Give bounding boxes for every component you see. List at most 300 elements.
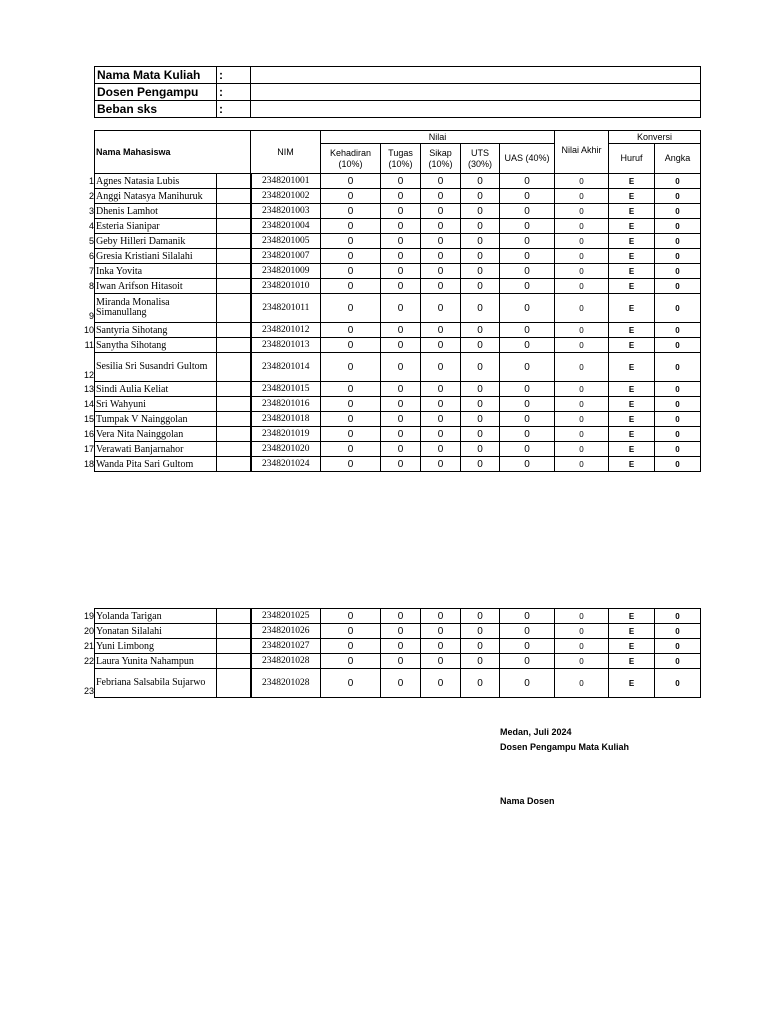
score-uas[interactable]: 0 bbox=[500, 323, 555, 338]
header-kehadiran: Kehadiran (10%) bbox=[321, 144, 381, 174]
score-tugas[interactable]: 0 bbox=[381, 234, 421, 249]
score-nilai-akhir: 0 bbox=[555, 204, 609, 219]
grade-angka: 0 bbox=[655, 219, 701, 234]
score-tugas[interactable]: 0 bbox=[381, 624, 421, 639]
score-kehadiran[interactable]: 0 bbox=[321, 338, 381, 353]
score-tugas[interactable]: 0 bbox=[381, 639, 421, 654]
header-nilai-akhir: Nilai Akhir bbox=[555, 131, 609, 174]
lecturer-value[interactable] bbox=[251, 84, 701, 101]
score-uas[interactable]: 0 bbox=[500, 442, 555, 457]
blank-cell[interactable] bbox=[217, 412, 251, 427]
score-tugas[interactable]: 0 bbox=[381, 249, 421, 264]
student-name: Tumpak V Nainggolan bbox=[95, 412, 217, 427]
row-number: 7 bbox=[88, 265, 94, 276]
score-uas[interactable]: 0 bbox=[500, 427, 555, 442]
student-name: Wanda Pita Sari Gultom bbox=[95, 457, 217, 472]
student-nim: 2348201007 bbox=[251, 249, 321, 264]
score-nilai-akhir: 0 bbox=[555, 174, 609, 189]
table-row bbox=[95, 249, 701, 264]
score-uts[interactable]: 0 bbox=[461, 279, 500, 294]
student-nim: 2348201015 bbox=[251, 382, 321, 397]
score-nilai-akhir: 0 bbox=[555, 624, 609, 639]
blank-cell[interactable] bbox=[217, 264, 251, 279]
score-sikap[interactable]: 0 bbox=[421, 353, 461, 382]
grade-huruf: E bbox=[609, 427, 655, 442]
student-nim: 2348201005 bbox=[251, 234, 321, 249]
score-uas[interactable]: 0 bbox=[500, 654, 555, 669]
grade-angka: 0 bbox=[655, 264, 701, 279]
score-uts[interactable]: 0 bbox=[461, 457, 500, 472]
grade-table-body bbox=[95, 174, 701, 472]
grade-huruf: E bbox=[609, 219, 655, 234]
score-sikap[interactable]: 0 bbox=[421, 338, 461, 353]
blank-cell[interactable] bbox=[217, 442, 251, 457]
score-uas[interactable]: 0 bbox=[500, 249, 555, 264]
score-sikap[interactable]: 0 bbox=[421, 639, 461, 654]
row-number: 1 bbox=[88, 175, 94, 186]
row-number: 22 bbox=[83, 655, 94, 666]
grade-table-continued bbox=[94, 608, 701, 698]
score-sikap[interactable]: 0 bbox=[421, 397, 461, 412]
score-sikap[interactable]: 0 bbox=[421, 234, 461, 249]
score-tugas[interactable]: 0 bbox=[381, 204, 421, 219]
score-nilai-akhir: 0 bbox=[555, 338, 609, 353]
score-sikap[interactable]: 0 bbox=[421, 382, 461, 397]
grade-angka: 0 bbox=[655, 624, 701, 639]
header-sikap: Sikap (10%) bbox=[421, 144, 461, 174]
score-kehadiran[interactable]: 0 bbox=[321, 189, 381, 204]
grade-huruf: E bbox=[609, 639, 655, 654]
student-nim: 2348201009 bbox=[251, 264, 321, 279]
grade-huruf: E bbox=[609, 204, 655, 219]
score-uas[interactable]: 0 bbox=[500, 382, 555, 397]
score-sikap[interactable]: 0 bbox=[421, 204, 461, 219]
grade-huruf: E bbox=[609, 249, 655, 264]
score-sikap[interactable]: 0 bbox=[421, 174, 461, 189]
student-name: Dhenis Lamhot bbox=[95, 204, 217, 219]
row-number: 10 bbox=[83, 324, 94, 335]
table-row bbox=[95, 264, 701, 279]
table-row bbox=[95, 204, 701, 219]
grade-angka: 0 bbox=[655, 639, 701, 654]
student-nim: 2348201002 bbox=[251, 189, 321, 204]
score-uas[interactable]: 0 bbox=[500, 397, 555, 412]
score-uts[interactable]: 0 bbox=[461, 442, 500, 457]
row-number: 15 bbox=[83, 413, 94, 424]
score-kehadiran[interactable]: 0 bbox=[321, 669, 381, 698]
score-sikap[interactable]: 0 bbox=[421, 189, 461, 204]
score-uts[interactable]: 0 bbox=[461, 639, 500, 654]
score-kehadiran[interactable]: 0 bbox=[321, 654, 381, 669]
score-uas[interactable]: 0 bbox=[500, 234, 555, 249]
score-kehadiran[interactable]: 0 bbox=[321, 639, 381, 654]
score-uas[interactable]: 0 bbox=[500, 279, 555, 294]
score-nilai-akhir: 0 bbox=[555, 353, 609, 382]
blank-cell[interactable] bbox=[217, 397, 251, 412]
score-tugas[interactable]: 0 bbox=[381, 189, 421, 204]
grade-huruf: E bbox=[609, 397, 655, 412]
grade-huruf: E bbox=[609, 442, 655, 457]
score-nilai-akhir: 0 bbox=[555, 654, 609, 669]
row-number: 20 bbox=[83, 625, 94, 636]
score-uts[interactable]: 0 bbox=[461, 654, 500, 669]
credits-value[interactable] bbox=[251, 101, 701, 118]
student-name: Miranda Monalisa Simanullang bbox=[95, 294, 217, 323]
table-row bbox=[95, 382, 701, 397]
student-name: Sesilia Sri Susandri Gultom bbox=[95, 353, 217, 382]
grade-angka: 0 bbox=[655, 412, 701, 427]
score-uas[interactable]: 0 bbox=[500, 669, 555, 698]
score-uts[interactable]: 0 bbox=[461, 323, 500, 338]
blank-cell[interactable] bbox=[217, 219, 251, 234]
table-row bbox=[95, 174, 701, 189]
score-uts[interactable]: 0 bbox=[461, 624, 500, 639]
score-kehadiran[interactable]: 0 bbox=[321, 624, 381, 639]
grade-angka: 0 bbox=[655, 204, 701, 219]
student-name: Agnes Natasia Lubis bbox=[95, 174, 217, 189]
table-row bbox=[95, 457, 701, 472]
score-kehadiran[interactable]: 0 bbox=[321, 219, 381, 234]
score-sikap[interactable]: 0 bbox=[421, 219, 461, 234]
course-name-value[interactable] bbox=[251, 67, 701, 84]
score-tugas[interactable]: 0 bbox=[381, 412, 421, 427]
grade-huruf: E bbox=[609, 669, 655, 698]
header-nim: NIM bbox=[251, 131, 321, 174]
table-row bbox=[95, 442, 701, 457]
score-uas[interactable]: 0 bbox=[500, 294, 555, 323]
score-uts[interactable]: 0 bbox=[461, 204, 500, 219]
score-uts[interactable]: 0 bbox=[461, 382, 500, 397]
score-tugas[interactable]: 0 bbox=[381, 294, 421, 323]
table-row bbox=[95, 624, 701, 639]
score-kehadiran[interactable]: 0 bbox=[321, 442, 381, 457]
header-angka: Angka bbox=[655, 144, 701, 174]
student-name: Yuni Limbong bbox=[95, 639, 217, 654]
score-kehadiran[interactable]: 0 bbox=[321, 234, 381, 249]
table-row bbox=[95, 294, 701, 323]
score-tugas[interactable]: 0 bbox=[381, 219, 421, 234]
grade-angka: 0 bbox=[655, 279, 701, 294]
score-sikap[interactable]: 0 bbox=[421, 442, 461, 457]
score-uas[interactable]: 0 bbox=[500, 189, 555, 204]
score-nilai-akhir: 0 bbox=[555, 323, 609, 338]
score-sikap[interactable]: 0 bbox=[421, 427, 461, 442]
score-kehadiran[interactable]: 0 bbox=[321, 294, 381, 323]
blank-cell[interactable] bbox=[217, 204, 251, 219]
blank-cell[interactable] bbox=[217, 249, 251, 264]
score-tugas[interactable]: 0 bbox=[381, 264, 421, 279]
grade-huruf: E bbox=[609, 234, 655, 249]
score-nilai-akhir: 0 bbox=[555, 219, 609, 234]
score-tugas[interactable]: 0 bbox=[381, 397, 421, 412]
score-kehadiran[interactable]: 0 bbox=[321, 382, 381, 397]
grade-angka: 0 bbox=[655, 609, 701, 624]
score-sikap[interactable]: 0 bbox=[421, 264, 461, 279]
table-row bbox=[95, 639, 701, 654]
grade-table bbox=[94, 130, 701, 472]
score-tugas[interactable]: 0 bbox=[381, 427, 421, 442]
table-row bbox=[95, 669, 701, 698]
student-name: Sindi Aulia Keliat bbox=[95, 382, 217, 397]
grade-angka: 0 bbox=[655, 457, 701, 472]
blank-cell[interactable] bbox=[217, 639, 251, 654]
score-kehadiran[interactable]: 0 bbox=[321, 264, 381, 279]
table-row bbox=[95, 219, 701, 234]
credits-label: Beban sks bbox=[95, 101, 217, 118]
blank-cell[interactable] bbox=[217, 234, 251, 249]
score-uas[interactable]: 0 bbox=[500, 204, 555, 219]
score-nilai-akhir: 0 bbox=[555, 412, 609, 427]
score-sikap[interactable]: 0 bbox=[421, 294, 461, 323]
blank-cell[interactable] bbox=[217, 279, 251, 294]
course-name-row bbox=[95, 67, 701, 84]
student-name: Esteria Sianipar bbox=[95, 219, 217, 234]
table-row bbox=[95, 397, 701, 412]
score-uts[interactable]: 0 bbox=[461, 669, 500, 698]
row-number: 6 bbox=[88, 250, 94, 261]
blank-cell[interactable] bbox=[217, 457, 251, 472]
grade-angka: 0 bbox=[655, 234, 701, 249]
score-kehadiran[interactable]: 0 bbox=[321, 279, 381, 294]
course-name-label: Nama Mata Kuliah bbox=[95, 67, 217, 84]
score-uas[interactable]: 0 bbox=[500, 457, 555, 472]
blank-cell[interactable] bbox=[217, 174, 251, 189]
score-nilai-akhir: 0 bbox=[555, 189, 609, 204]
score-uts[interactable]: 0 bbox=[461, 219, 500, 234]
score-tugas[interactable]: 0 bbox=[381, 654, 421, 669]
student-nim: 2348201014 bbox=[251, 353, 321, 382]
score-kehadiran[interactable]: 0 bbox=[321, 323, 381, 338]
score-uts[interactable]: 0 bbox=[461, 249, 500, 264]
table-row bbox=[95, 353, 701, 382]
score-uas[interactable]: 0 bbox=[500, 219, 555, 234]
grade-angka: 0 bbox=[655, 353, 701, 382]
blank-cell[interactable] bbox=[217, 323, 251, 338]
header-konversi: Konversi bbox=[609, 131, 701, 144]
blank-cell[interactable] bbox=[217, 669, 251, 698]
row-number: 19 bbox=[83, 610, 94, 621]
table-row bbox=[95, 323, 701, 338]
score-uas[interactable]: 0 bbox=[500, 174, 555, 189]
score-sikap[interactable]: 0 bbox=[421, 609, 461, 624]
colon: : bbox=[217, 67, 251, 84]
header-nama: Nama Mahasiswa bbox=[95, 131, 251, 174]
credits-row bbox=[95, 101, 701, 118]
score-uts[interactable]: 0 bbox=[461, 338, 500, 353]
blank-cell[interactable] bbox=[217, 609, 251, 624]
student-name: Yolanda Tarigan bbox=[95, 609, 217, 624]
score-sikap[interactable]: 0 bbox=[421, 249, 461, 264]
grade-angka: 0 bbox=[655, 427, 701, 442]
row-number: 4 bbox=[88, 220, 94, 231]
header-huruf: Huruf bbox=[609, 144, 655, 174]
grade-huruf: E bbox=[609, 174, 655, 189]
student-nim: 2348201028 bbox=[251, 654, 321, 669]
score-uts[interactable]: 0 bbox=[461, 427, 500, 442]
score-uts[interactable]: 0 bbox=[461, 412, 500, 427]
score-uts[interactable]: 0 bbox=[461, 294, 500, 323]
score-uts[interactable]: 0 bbox=[461, 189, 500, 204]
score-uas[interactable]: 0 bbox=[500, 264, 555, 279]
score-nilai-akhir: 0 bbox=[555, 249, 609, 264]
student-nim: 2348201018 bbox=[251, 412, 321, 427]
score-uas[interactable]: 0 bbox=[500, 353, 555, 382]
row-number: 8 bbox=[88, 280, 94, 291]
sign-name: Nama Dosen bbox=[500, 796, 555, 806]
score-uas[interactable]: 0 bbox=[500, 639, 555, 654]
grade-huruf: E bbox=[609, 294, 655, 323]
grade-angka: 0 bbox=[655, 338, 701, 353]
student-name: Sri Wahyuni bbox=[95, 397, 217, 412]
student-name: Laura Yunita Nahampun bbox=[95, 654, 217, 669]
score-nilai-akhir: 0 bbox=[555, 294, 609, 323]
score-nilai-akhir: 0 bbox=[555, 427, 609, 442]
grade-angka: 0 bbox=[655, 382, 701, 397]
grade-angka: 0 bbox=[655, 669, 701, 698]
score-uts[interactable]: 0 bbox=[461, 609, 500, 624]
blank-cell[interactable] bbox=[217, 294, 251, 323]
grade-angka: 0 bbox=[655, 323, 701, 338]
score-kehadiran[interactable]: 0 bbox=[321, 609, 381, 624]
student-nim: 2348201025 bbox=[251, 609, 321, 624]
header-uas: UAS (40%) bbox=[500, 144, 555, 174]
score-tugas[interactable]: 0 bbox=[381, 323, 421, 338]
row-number: 14 bbox=[83, 398, 94, 409]
student-name: Geby Hilleri Damanik bbox=[95, 234, 217, 249]
blank-cell[interactable] bbox=[217, 427, 251, 442]
score-nilai-akhir: 0 bbox=[555, 609, 609, 624]
score-tugas[interactable]: 0 bbox=[381, 174, 421, 189]
blank-cell[interactable] bbox=[217, 382, 251, 397]
header-uts: UTS (30%) bbox=[461, 144, 500, 174]
table-row bbox=[95, 412, 701, 427]
score-uas[interactable]: 0 bbox=[500, 412, 555, 427]
row-number: 3 bbox=[88, 205, 94, 216]
header-nilai: Nilai bbox=[321, 131, 555, 144]
grade-huruf: E bbox=[609, 189, 655, 204]
grade-huruf: E bbox=[609, 338, 655, 353]
student-name: Yonatan Silalahi bbox=[95, 624, 217, 639]
table-row bbox=[95, 189, 701, 204]
score-kehadiran[interactable]: 0 bbox=[321, 397, 381, 412]
student-name: Febriana Salsabila Sujarwo bbox=[95, 669, 217, 698]
score-sikap[interactable]: 0 bbox=[421, 279, 461, 294]
score-nilai-akhir: 0 bbox=[555, 669, 609, 698]
score-sikap[interactable]: 0 bbox=[421, 323, 461, 338]
score-kehadiran[interactable]: 0 bbox=[321, 204, 381, 219]
grade-huruf: E bbox=[609, 412, 655, 427]
score-tugas[interactable]: 0 bbox=[381, 382, 421, 397]
row-number: 23 bbox=[83, 685, 94, 696]
blank-cell[interactable] bbox=[217, 338, 251, 353]
score-sikap[interactable]: 0 bbox=[421, 457, 461, 472]
student-nim: 2348201011 bbox=[251, 294, 321, 323]
score-kehadiran[interactable]: 0 bbox=[321, 412, 381, 427]
score-uts[interactable]: 0 bbox=[461, 264, 500, 279]
score-tugas[interactable]: 0 bbox=[381, 457, 421, 472]
row-number: 9 bbox=[88, 310, 94, 321]
student-nim: 2348201013 bbox=[251, 338, 321, 353]
score-uts[interactable]: 0 bbox=[461, 353, 500, 382]
score-uas[interactable]: 0 bbox=[500, 609, 555, 624]
score-sikap[interactable]: 0 bbox=[421, 654, 461, 669]
grade-huruf: E bbox=[609, 323, 655, 338]
table-row bbox=[95, 234, 701, 249]
sign-place-date: Medan, Juli 2024 bbox=[500, 727, 572, 737]
score-tugas[interactable]: 0 bbox=[381, 609, 421, 624]
grade-huruf: E bbox=[609, 382, 655, 397]
row-number: 13 bbox=[83, 383, 94, 394]
grade-angka: 0 bbox=[655, 654, 701, 669]
student-name: Gresia Kristiani Silalahi bbox=[95, 249, 217, 264]
blank-cell[interactable] bbox=[217, 189, 251, 204]
grade-huruf: E bbox=[609, 609, 655, 624]
score-uts[interactable]: 0 bbox=[461, 397, 500, 412]
score-sikap[interactable]: 0 bbox=[421, 624, 461, 639]
grade-angka: 0 bbox=[655, 189, 701, 204]
score-kehadiran[interactable]: 0 bbox=[321, 174, 381, 189]
score-kehadiran[interactable]: 0 bbox=[321, 427, 381, 442]
score-kehadiran[interactable]: 0 bbox=[321, 353, 381, 382]
grade-huruf: E bbox=[609, 654, 655, 669]
score-kehadiran[interactable]: 0 bbox=[321, 457, 381, 472]
student-name: Sanytha Sihotang bbox=[95, 338, 217, 353]
lecturer-row bbox=[95, 84, 701, 101]
student-name: Anggi Natasya Manihuruk bbox=[95, 189, 217, 204]
blank-cell[interactable] bbox=[217, 353, 251, 382]
score-nilai-akhir: 0 bbox=[555, 397, 609, 412]
grade-huruf: E bbox=[609, 279, 655, 294]
score-sikap[interactable]: 0 bbox=[421, 412, 461, 427]
row-number: 11 bbox=[84, 339, 94, 350]
student-name: Inka Yovita bbox=[95, 264, 217, 279]
score-tugas[interactable]: 0 bbox=[381, 279, 421, 294]
score-uts[interactable]: 0 bbox=[461, 234, 500, 249]
score-tugas[interactable]: 0 bbox=[381, 353, 421, 382]
student-nim: 2348201027 bbox=[251, 639, 321, 654]
course-info-table bbox=[94, 66, 701, 118]
score-tugas[interactable]: 0 bbox=[381, 338, 421, 353]
grade-angka: 0 bbox=[655, 249, 701, 264]
score-tugas[interactable]: 0 bbox=[381, 442, 421, 457]
row-number: 21 bbox=[83, 640, 94, 651]
blank-cell[interactable] bbox=[217, 624, 251, 639]
score-tugas[interactable]: 0 bbox=[381, 669, 421, 698]
row-number: 18 bbox=[83, 458, 94, 469]
grade-angka: 0 bbox=[655, 442, 701, 457]
score-nilai-akhir: 0 bbox=[555, 457, 609, 472]
score-kehadiran[interactable]: 0 bbox=[321, 249, 381, 264]
score-nilai-akhir: 0 bbox=[555, 639, 609, 654]
student-name: Santyria Sihotang bbox=[95, 323, 217, 338]
grade-huruf: E bbox=[609, 353, 655, 382]
student-name: Vera Nita Nainggolan bbox=[95, 427, 217, 442]
student-nim: 2348201001 bbox=[251, 174, 321, 189]
grade-huruf: E bbox=[609, 264, 655, 279]
score-uas[interactable]: 0 bbox=[500, 338, 555, 353]
student-nim: 2348201020 bbox=[251, 442, 321, 457]
score-nilai-akhir: 0 bbox=[555, 382, 609, 397]
blank-cell[interactable] bbox=[217, 654, 251, 669]
grade-huruf: E bbox=[609, 457, 655, 472]
score-nilai-akhir: 0 bbox=[555, 264, 609, 279]
table-row bbox=[95, 427, 701, 442]
score-uts[interactable]: 0 bbox=[461, 174, 500, 189]
score-nilai-akhir: 0 bbox=[555, 234, 609, 249]
score-sikap[interactable]: 0 bbox=[421, 669, 461, 698]
score-uas[interactable]: 0 bbox=[500, 624, 555, 639]
student-nim: 2348201026 bbox=[251, 624, 321, 639]
